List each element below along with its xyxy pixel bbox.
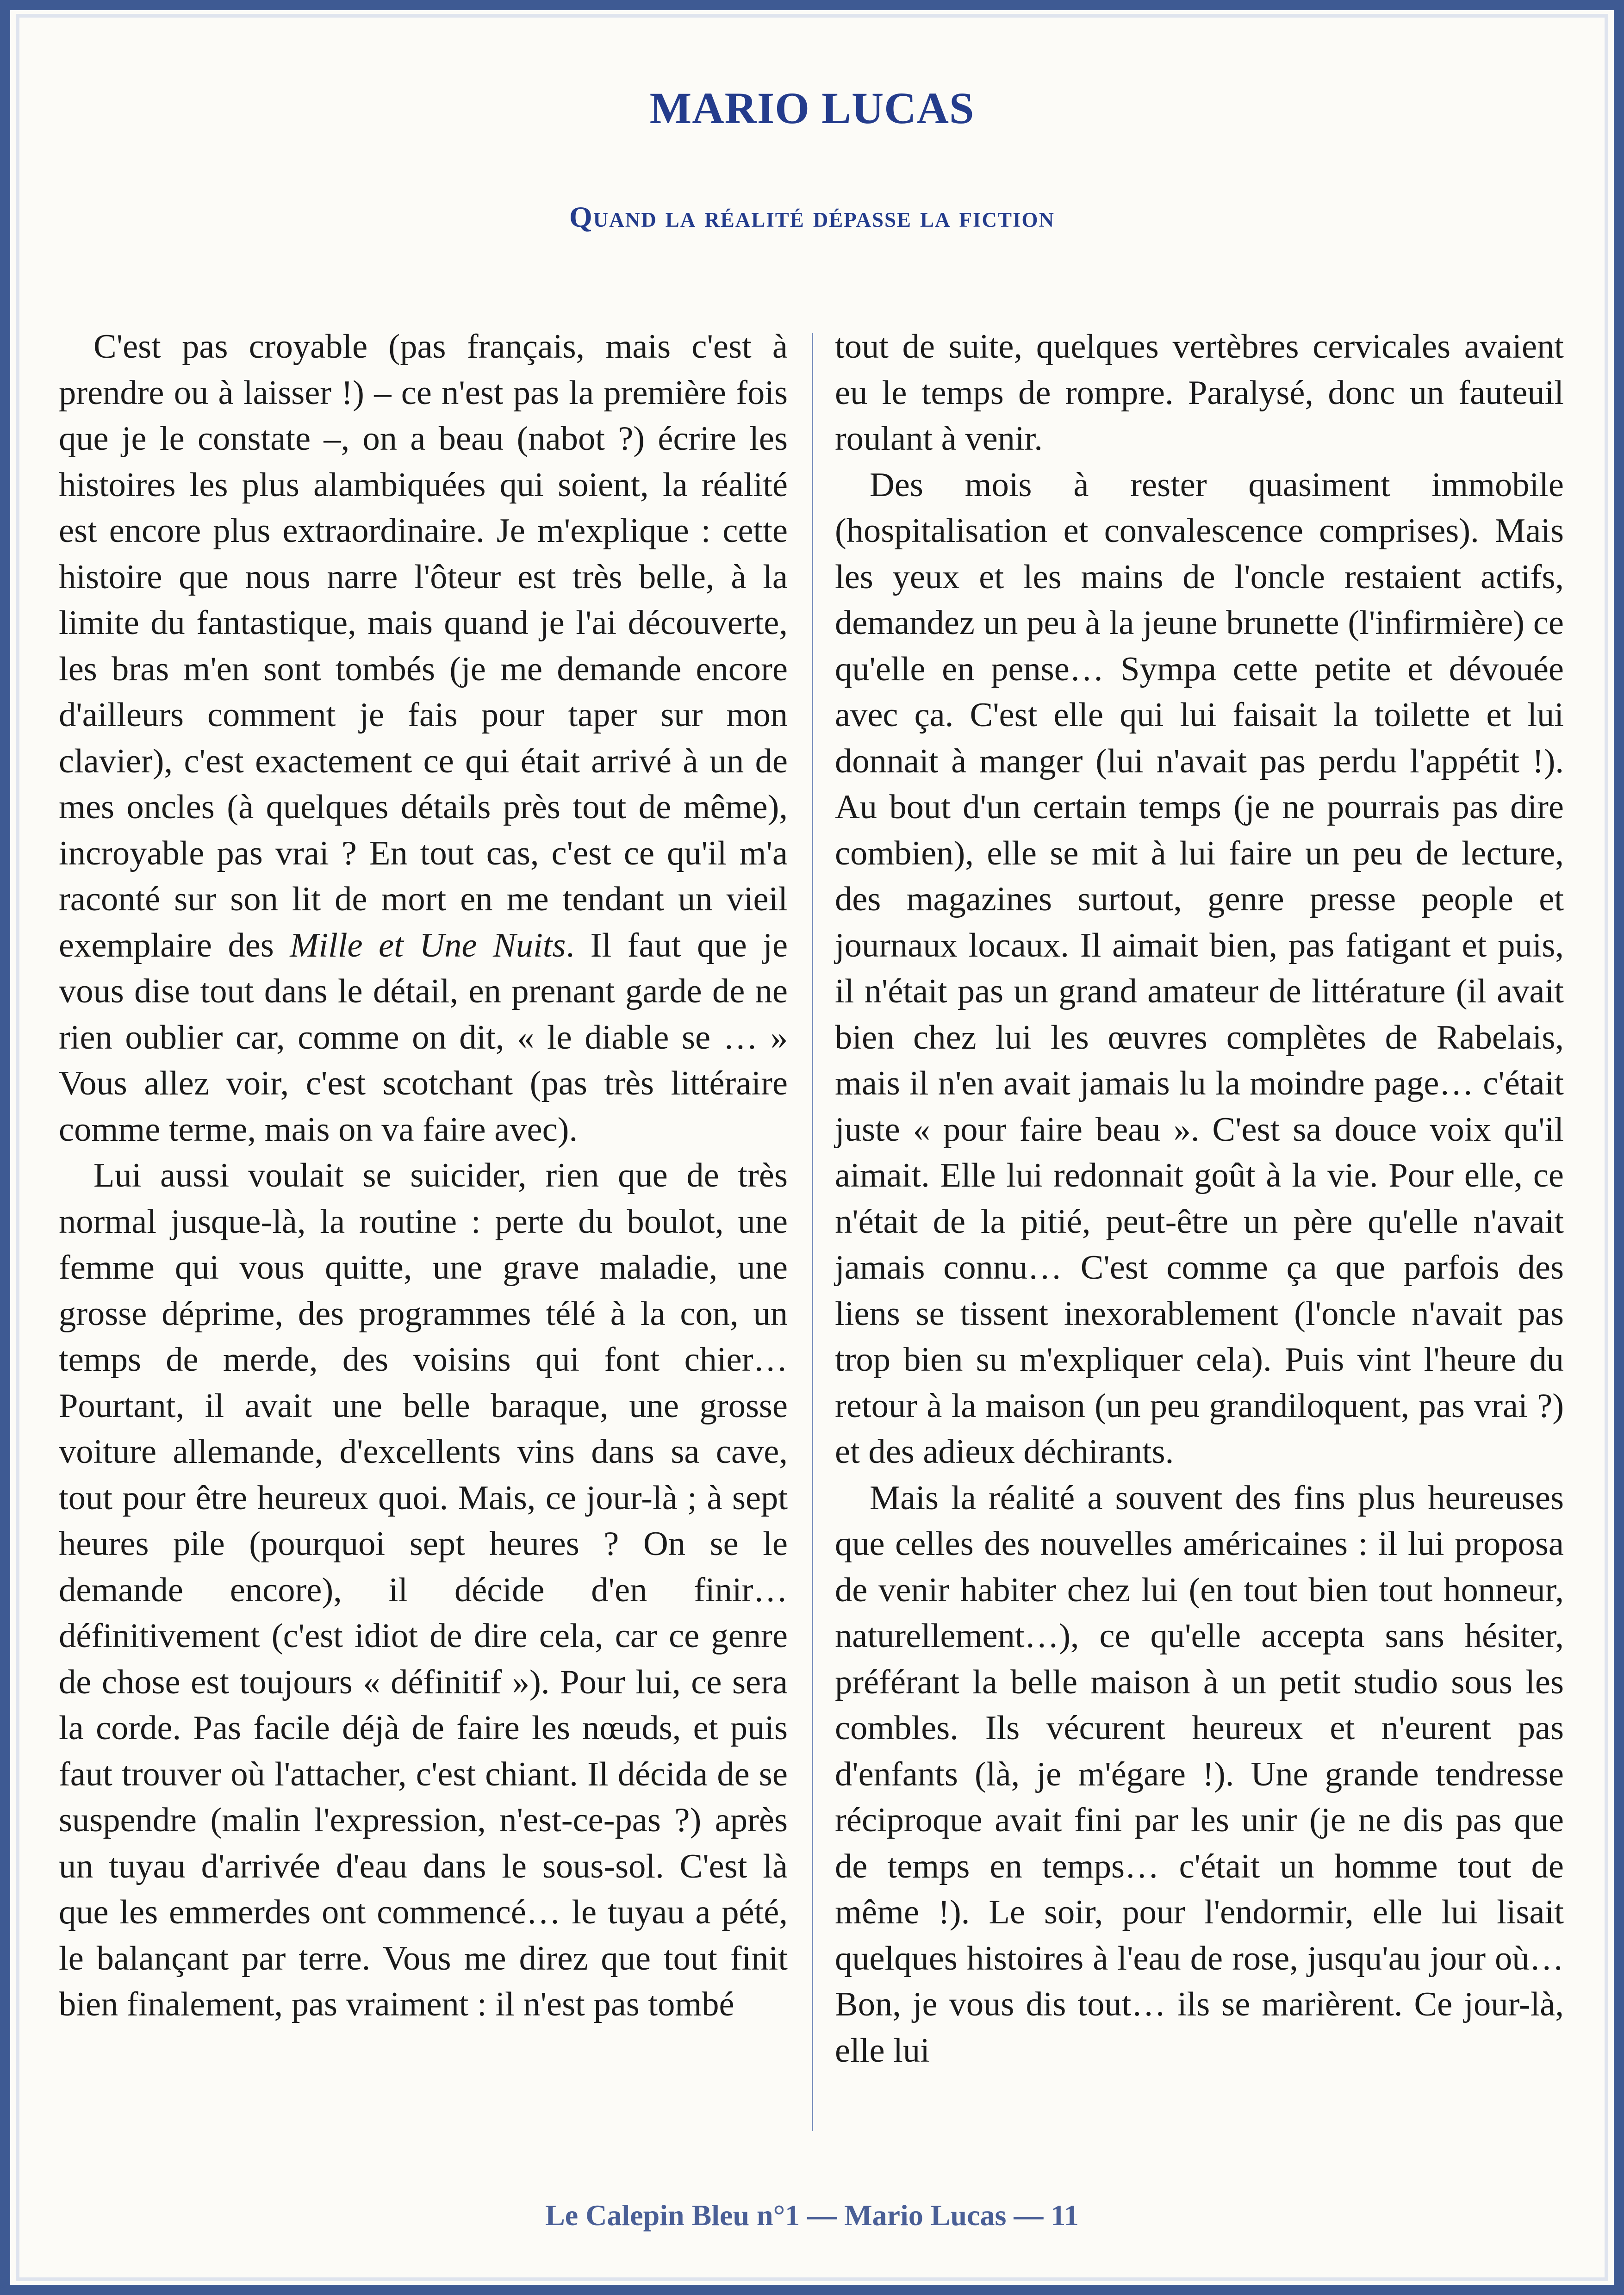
column-divider (812, 333, 813, 2131)
page-footer: Le Calepin Bleu n°1 — Mario Lucas — 11 (545, 2199, 1079, 2232)
text-column-left (59, 324, 788, 2138)
paragraph (59, 324, 788, 1153)
paragraph-text: . Il faut que je vous dise tout dans le détail, en prenant garde de ne rien oublier car, comme on dit, « le diable se … » Vous allez voir, c'est scotchant (pas très littéraire comme terme, mais on va faire avec). (59, 926, 788, 1149)
article-title: Quand la réalité dépasse la fiction (569, 200, 1055, 233)
paragraph-continued: tout de suite, quelques vertèbres cervicales avaient eu le temps de rompre. Paralysé, donc un fauteuil roulant à venir. (835, 328, 1564, 458)
paragraph: Des mois à rester quasiment immobile (hospitalisation et convalescence comprises). Mais les yeux et les mains de l'oncle restaient actifs, demandez un peu à la jeune brunette (l'infirmière) ce qu'elle en pense… Sympa cette petite et dévouée avec ça. C'est elle qui lui faisait la toilette et lui donnait à manger (lui n'avait pas perdu l'appétit !). Au bout d'un certain temps (je ne pourrais pas dire combien), elle se mit à lui faire un peu de lecture, des magazines surtout, genre presse people et journaux locaux. Il aimait bien, pas fatigant et puis, il n'était pas un grand amateur de littérature (il avait bien chez lui les œuvres complètes de Rabelais, mais il n'en avait jamais lu la moindre page… c'était juste « pour faire beau ». C'est sa douce voix qu'il aimait. Elle lui redonnait goût à la vie. Pour elle, ce n'était de la pitié, peut-être un père qu'elle n'avait jamais connu… C'est comme ça que parfois des liens se tissent inexorablement (l'oncle n'avait pas trop bien su m'expliquer cela). Puis vint l'heure du retour à la maison (un peu grandiloquent, pas vrai ?) et des adieux déchirants. (835, 466, 1564, 1471)
author-name: MARIO LUCAS (649, 83, 975, 133)
book-title: Mille et Une Nuits (290, 926, 566, 964)
paragraph: Lui aussi voulait se suicider, rien que de très normal jusque-là, la routine : perte du boulot, une femme qui vous quitte, une grave maladie, une grosse déprime, des programmes télé à la con, un temps de merde, des voisins qui font chier… Pourtant, il avait une belle baraque, une grosse voiture allemande, d'excellents vins dans sa cave, tout pour être heureux quoi. Mais, ce jour-là ; à sept heures pile (pourquoi sept heures ? On se le demande encore), il décide d'en finir… définitivement (c'est idiot de dire cela, car ce genre de chose est toujours « définitif »). Pour lui, ce sera la corde. Pas facile déjà de faire les nœuds, et puis faut trouver où l'attacher, c'est chiant. Il décida de se suspendre (malin l'expression, n'est-ce-pas ?) après un tuyau d'arrivée d'eau dans le sous-sol. C'est là que les emmerdes ont commencé… le tuyau a pété, le balançant par terre. Vous me direz que tout finit bien finalement, pas vraiment : il n'est pas tombé (59, 1157, 788, 2023)
paragraph: Mais la réalité a souvent des fins plus heureuses que celles des nouvelles américaines : il lui proposa de venir habiter chez lui (en tout bien tout honneur, naturellement…), ce qu'elle accepta sans hésiter, préférant la belle maison à un petit studio sous les combles. Ils vécurent heureux et n'eurent pas d'enfants (là, je m'égare !). Une grande tendresse réciproque avait fini par les unir (je ne dis pas que de temps en temps… c'était un homme tout de même !). Le soir, pour l'endormir, elle lui lisait quelques histoires à l'eau de rose, jusqu'au jour où… Bon, je vous dis tout… ils se marièrent. Ce jour-là, elle lui (835, 1479, 1564, 2070)
paragraph-text: C'est pas croyable (pas français, mais c'est à prendre ou à laisser !) – ce n'est pas la première fois que je le constate –, on a beau (nabot ?) écrire les histoires les plus alambiquées qui soient, la réalité est encore plus extraordinaire. Je m'explique : cette histoire que nous narre l'ôteur est très belle, à la limite du fantastique, mais quand je l'ai découverte, les bras m'en sont tombés (je me demande encore d'ailleurs comment je fais pour taper sur mon clavier), c'est exactement ce qui était arrivé à un de mes oncles (à quelques détails près tout de même), incroyable pas vrai ? En tout cas, c'est ce qu'il m'a raconté sur son lit de mort en me tendant un vieil exemplaire des (59, 328, 788, 964)
text-column-right (835, 324, 1564, 2138)
